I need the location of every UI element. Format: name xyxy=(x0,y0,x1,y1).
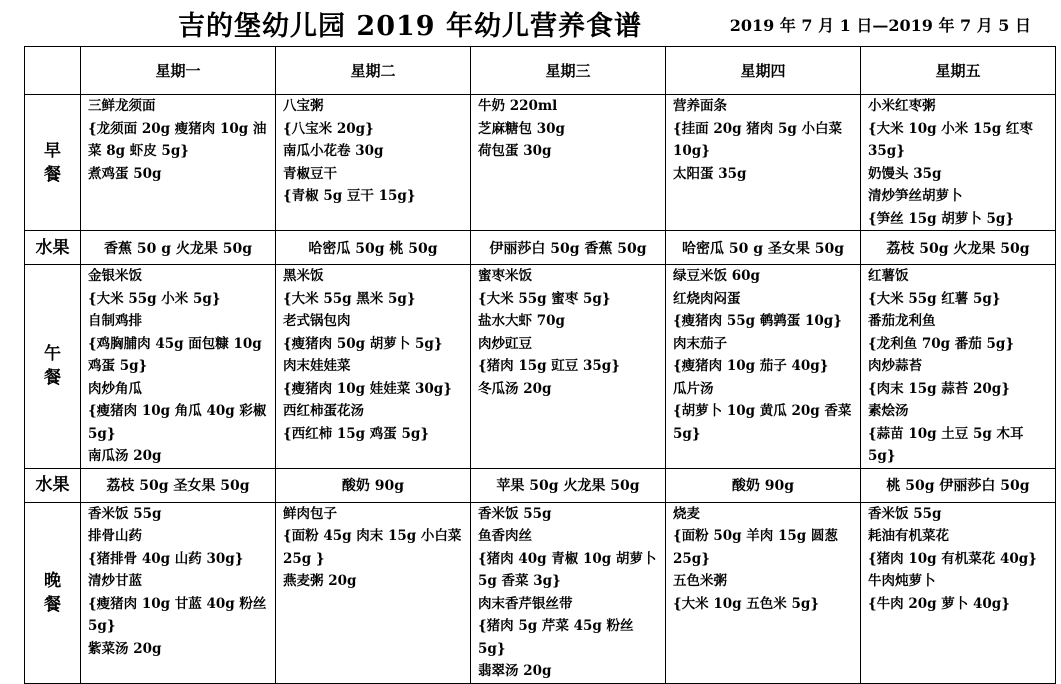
menu-item: 冬瓜汤 20g xyxy=(478,380,552,397)
menu-item: 蜜枣米饭 xyxy=(478,268,532,284)
day-header: 星期三 xyxy=(471,47,666,95)
lunch-row xyxy=(25,265,1056,469)
day-header: 星期一 xyxy=(81,47,276,95)
fruit-cell: 酸奶 90g xyxy=(276,468,471,502)
menu-item: {面粉 50g 羊肉 15g 圆葱 25g} xyxy=(673,528,838,567)
menu-item: {大米 55g 蜜枣 5g} xyxy=(478,290,611,307)
menu-cell xyxy=(81,95,276,231)
menu-item: 老式锅包肉 xyxy=(283,313,351,329)
menu-cell xyxy=(666,265,861,469)
menu-item: 肉炒角瓜 xyxy=(88,380,142,397)
menu-item: 烧麦 xyxy=(673,505,700,522)
fruit-cell: 哈密瓜 50 g 圣女果 50g xyxy=(666,231,861,265)
menu-item: 奶馒头 35g xyxy=(868,165,942,182)
menu-cell xyxy=(471,265,666,469)
menu-item: {肉末 15g 蒜苔 20g} xyxy=(868,380,1010,397)
menu-cell xyxy=(276,265,471,469)
menu-item: 番茄龙利鱼 xyxy=(868,313,936,329)
menu-item: 红烧肉闷蛋 xyxy=(673,290,741,307)
menu-item: 香米饭 55g xyxy=(88,505,162,522)
menu-cell xyxy=(861,265,1056,469)
menu-item: 翡翠汤 20g xyxy=(478,663,552,679)
menu-item: 鲜肉包子 xyxy=(283,505,337,522)
menu-item: 瓜片汤 xyxy=(673,380,714,397)
menu-item: {瘦猪肉 50g 胡萝卜 5g} xyxy=(283,335,443,352)
menu-cell xyxy=(81,502,276,683)
fruit-row-pm xyxy=(25,468,1056,502)
menu-table xyxy=(24,46,1056,684)
menu-item: {瘦猪肉 55g 鹌鹑蛋 10g} xyxy=(673,313,842,329)
menu-item: {瘦猪肉 10g 甘蓝 40g 粉丝 5g} xyxy=(88,595,267,634)
menu-item: 肉末娃娃菜 xyxy=(283,358,351,374)
menu-item: {八宝米 20g} xyxy=(283,120,374,137)
menu-item: {猪肉 15g 豇豆 35g} xyxy=(478,358,620,374)
menu-item: 牛肉炖萝卜 xyxy=(868,573,936,589)
menu-item: 肉末茄子 xyxy=(673,335,727,352)
menu-item: {猪排骨 40g 山药 30g} xyxy=(88,550,244,567)
menu-item: {胡萝卜 10g 黄瓜 20g 香菜 5g} xyxy=(673,403,852,442)
menu-item: 香米饭 55g xyxy=(478,505,552,522)
menu-cell xyxy=(276,95,471,231)
menu-item: {牛肉 20g 萝卜 40g} xyxy=(868,595,1010,612)
menu-item: 三鲜龙须面 xyxy=(88,98,156,114)
menu-item: 红薯饭 xyxy=(868,268,909,284)
menu-item: {龙须面 20g 瘦猪肉 10g 油菜 8g 虾皮 5g} xyxy=(88,120,267,159)
meal-label-fruit: 水果 xyxy=(25,468,81,502)
menu-item: 小米红枣粥 xyxy=(868,98,936,114)
day-header: 星期二 xyxy=(276,47,471,95)
page-title: 吉的堡幼儿园 2019 年幼儿营养食谱 xyxy=(178,11,642,42)
menu-item: {猪肉 10g 有机菜花 40g} xyxy=(868,550,1037,567)
menu-item: 排骨山药 xyxy=(88,528,142,544)
menu-item: {大米 55g 红薯 5g} xyxy=(868,290,1001,307)
menu-item: 清炒甘蓝 xyxy=(88,573,142,589)
menu-item: {大米 10g 五色米 5g} xyxy=(673,595,820,612)
menu-cell xyxy=(861,95,1056,231)
menu-item: {挂面 20g 猪肉 5g 小白菜 10g} xyxy=(673,120,843,159)
menu-item: 南瓜小花卷 30g xyxy=(283,143,384,159)
menu-item: 肉炒蒜苔 xyxy=(868,358,922,374)
menu-item: 青椒豆干 xyxy=(283,165,337,182)
fruit-cell: 苹果 50g 火龙果 50g xyxy=(471,468,666,502)
menu-item: 素烩汤 xyxy=(868,403,909,419)
meal-label-fruit: 水果 xyxy=(25,231,81,265)
fruit-cell: 伊丽莎白 50g 香蕉 50g xyxy=(471,231,666,265)
menu-item: 牛奶 220ml xyxy=(478,98,558,114)
menu-item: 肉炒豇豆 xyxy=(478,335,532,352)
fruit-cell: 荔枝 50g 火龙果 50g xyxy=(861,231,1056,265)
dinner-row xyxy=(25,502,1056,683)
menu-item: 鱼香肉丝 xyxy=(478,528,532,544)
menu-item: {龙利鱼 70g 番茄 5g} xyxy=(868,335,1015,352)
corner-cell xyxy=(25,47,81,95)
menu-item: 清炒笋丝胡萝卜 xyxy=(868,188,963,204)
menu-cell xyxy=(471,502,666,683)
menu-item: {大米 55g 小米 5g} xyxy=(88,290,221,307)
menu-item: {瘦猪肉 10g 娃娃菜 30g} xyxy=(283,380,452,397)
menu-item: 太阳蛋 35g xyxy=(673,165,747,182)
fruit-cell: 桃 50g 伊丽莎白 50g xyxy=(861,468,1056,502)
menu-item: {青椒 5g 豆干 15g} xyxy=(283,188,416,204)
fruit-row-am xyxy=(25,231,1056,265)
menu-item: 五色米粥 xyxy=(673,573,727,589)
menu-item: 紫菜汤 20g xyxy=(88,640,162,657)
meal-label-lunch: 午餐 xyxy=(25,265,81,469)
menu-item: 芝麻糖包 30g xyxy=(478,120,565,137)
menu-item: {瘦猪肉 10g 角瓜 40g 彩椒 5g} xyxy=(88,403,267,442)
header-row xyxy=(25,47,1056,95)
menu-item: 黑米饭 xyxy=(283,268,324,284)
fruit-cell: 荔枝 50g 圣女果 50g xyxy=(81,468,276,502)
menu-item: {笋丝 15g 胡萝卜 5g} xyxy=(868,210,1015,227)
meal-label-dinner: 晚餐 xyxy=(25,502,81,683)
menu-item: 南瓜汤 20g xyxy=(88,448,162,464)
menu-cell xyxy=(276,502,471,683)
menu-item: 自制鸡排 xyxy=(88,313,142,329)
day-header: 星期五 xyxy=(861,47,1056,95)
menu-item: {大米 10g 小米 15g 红枣 35g} xyxy=(868,120,1033,159)
menu-item: {猪肉 5g 芹菜 45g 粉丝 5g} xyxy=(478,618,634,657)
menu-item: 荷包蛋 30g xyxy=(478,143,552,159)
menu-item: 金银米饭 xyxy=(88,268,142,284)
menu-item: {瘦猪肉 10g 茄子 40g} xyxy=(673,358,829,374)
fruit-cell: 哈密瓜 50g 桃 50g xyxy=(276,231,471,265)
menu-item: 香米饭 55g xyxy=(868,505,942,522)
menu-cell xyxy=(81,265,276,469)
menu-item: 肉末香芹银丝带 xyxy=(478,595,573,612)
menu-item: 煮鸡蛋 50g xyxy=(88,165,162,182)
menu-item: {面粉 45g 肉末 15g 小白菜 25g } xyxy=(283,528,462,567)
fruit-cell: 香蕉 50 g 火龙果 50g xyxy=(81,231,276,265)
menu-cell xyxy=(861,502,1056,683)
menu-cell xyxy=(666,502,861,683)
menu-item: {西红柿 15g 鸡蛋 5g} xyxy=(283,425,430,442)
menu-item: 燕麦粥 20g xyxy=(283,573,357,589)
menu-item: 耗油有机菜花 xyxy=(868,528,949,544)
meal-label-breakfast: 早餐 xyxy=(25,95,81,231)
day-header: 星期四 xyxy=(666,47,861,95)
menu-item: 盐水大虾 70g xyxy=(478,313,565,329)
breakfast-row xyxy=(25,95,1056,231)
menu-item: 绿豆米饭 60g xyxy=(673,268,760,284)
menu-item: {鸡胸脯肉 45g 面包糠 10g 鸡蛋 5g} xyxy=(88,335,262,374)
date-range: 2019 年 7 月 1 日—2019 年 7 月 5 日 xyxy=(729,16,1031,35)
menu-item: 八宝粥 xyxy=(283,98,324,114)
menu-item: {大米 55g 黑米 5g} xyxy=(283,290,416,307)
menu-item: 营养面条 xyxy=(673,98,727,114)
fruit-cell: 酸奶 90g xyxy=(666,468,861,502)
menu-cell xyxy=(471,95,666,231)
menu-cell xyxy=(666,95,861,231)
menu-item: 西红柿蛋花汤 xyxy=(283,403,364,419)
menu-item: {蒜苗 10g 土豆 5g 木耳 5g} xyxy=(868,425,1024,464)
menu-item: {猪肉 40g 青椒 10g 胡萝卜 5g 香菜 3g} xyxy=(478,550,657,589)
